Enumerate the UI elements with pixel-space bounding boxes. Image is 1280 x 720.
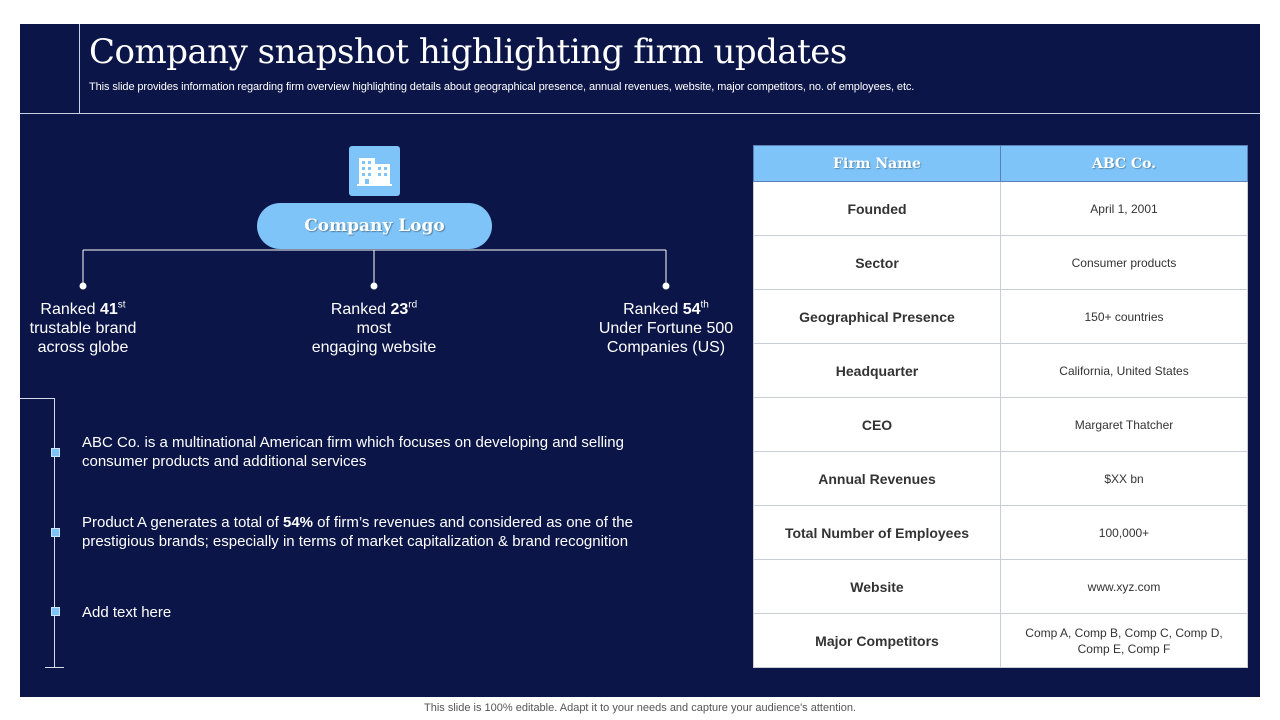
company-logo-label: Company Logo: [257, 203, 492, 249]
page-title: Company snapshot highlighting firm updates: [89, 32, 847, 72]
table-key-cell: Major Competitors: [754, 614, 1001, 668]
table-row: [754, 344, 1248, 398]
table-value-cell: 150+ countries: [1001, 290, 1248, 344]
bullet-text: ABC Co. is a multinational American firm which focuses on developing and selling consumer products and additional services: [82, 434, 624, 470]
table-header-cell: ABC Co.: [1001, 146, 1248, 182]
table-key-cell: Annual Revenues: [754, 452, 1001, 506]
bullet-text: Product A generates a total of 54% of firm’s revenues and considered as one of the prestigious brands; especially in terms of market capitalization & brand recognition: [82, 514, 633, 550]
table-key-cell: Founded: [754, 182, 1001, 236]
table-row: [754, 182, 1248, 236]
org-connector-lines: [20, 24, 740, 304]
table-value-cell: www.xyz.com: [1001, 560, 1248, 614]
table-value-cell: Comp A, Comp B, Comp C, Comp D, Comp E, Comp F: [1001, 614, 1248, 668]
ranking-item: Ranked 54th Under Fortune 500 Companies (US): [598, 299, 734, 356]
table-row: [754, 452, 1248, 506]
table-value-cell: Consumer products: [1001, 236, 1248, 290]
slide: [20, 24, 1260, 697]
bullet-marker: [51, 528, 60, 537]
timeline-bracket-top: [20, 398, 55, 399]
ranking-item: Ranked 41st trustable brand across globe: [29, 299, 137, 356]
table-key-cell: Website: [754, 560, 1001, 614]
company-info-table: [753, 145, 1248, 668]
table-row: [754, 506, 1248, 560]
footer-note: This slide is 100% editable. Adapt it to your needs and capture your audience's attention.: [424, 702, 856, 714]
table-row: [754, 398, 1248, 452]
bullet-marker: [51, 607, 60, 616]
table-key-cell: Headquarter: [754, 344, 1001, 398]
table-header-row: [754, 146, 1248, 182]
table-row: [754, 560, 1248, 614]
page-subtitle: This slide provides information regarding firm overview highlighting details about geographical presence, annual revenues, website, major competitors, no. of employees, etc.: [89, 81, 915, 93]
bullet-text: Add text here: [82, 604, 172, 621]
table-key-cell: Sector: [754, 236, 1001, 290]
table-value-cell: $XX bn: [1001, 452, 1248, 506]
table-key-cell: Total Number of Employees: [754, 506, 1001, 560]
table-value-cell: April 1, 2001: [1001, 182, 1248, 236]
table-header-cell: Firm Name: [754, 146, 1001, 182]
table-value-cell: 100,000+: [1001, 506, 1248, 560]
table-row: [754, 236, 1248, 290]
ranking-item: Ranked 23rd most engaging website: [311, 299, 437, 356]
table-key-cell: Geographical Presence: [754, 290, 1001, 344]
table-key-cell: CEO: [754, 398, 1001, 452]
bullet-marker: [51, 448, 60, 457]
table-value-cell: Margaret Thatcher: [1001, 398, 1248, 452]
table-row: [754, 614, 1248, 668]
table-row: [754, 290, 1248, 344]
timeline-bracket-bottom: [45, 667, 64, 668]
table-value-cell: California, United States: [1001, 344, 1248, 398]
